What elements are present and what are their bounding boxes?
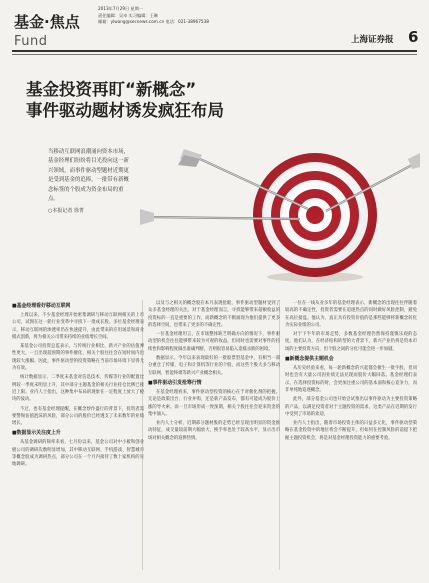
article-paragraph: 上周以来，不少基金经理开始密集调研与移动互联网相关的上市公司，试图在这一轮行业变革中寻找下一批成长股。多位基金经理表示，移动互联网的渗透率仍在快速提升，由此带来的应用场景和商业模式创新，将为相关公司带来持续的业绩增长空间。 [12, 313, 144, 340]
article-paragraph: 从历史经验来看，每一轮新概念的兴起都会催生一批牛股，但同时也会有大量公司因业绩无法兑现而股价大幅回落。基金经理们表示，在选择投资标的时，会更加注重公司的基本面和核心竞争力，而非单纯地追逐概念。 [285, 366, 417, 393]
article-paragraph: 以及与之相关的概念股在本月表现抢眼，事件驱动型题材受到了众多基金经理的关注。对于基金经理而言，寻找能够带来超额收益的投资标的一直是重要的工作，而新概念的不断涌现为他们提供了更多的选择空间，也带来了更多的不确定性。 [148, 301, 280, 328]
header-rule-thick [12, 50, 417, 52]
section-title [14, 11, 80, 32]
article-paragraph: 某基金公司投资总监表示，与传统行业相比，新兴产业的估值弹性更大，一旦出现超预期的事件催化，相关个股往往会在短时间内出现较大涨幅。因此，事件驱动型的投资策略在当前市场环境下显得尤为有效。 [12, 344, 144, 372]
target-icon [253, 153, 377, 282]
article-paragraph: 不过，也有基金经理提醒，在概念炒作盛行的背景下，投资者需要警惕估值泡沫的风险，部分公司的股价已经透支了未来数年的业绩增长。 [12, 406, 144, 427]
article-paragraph: 业内人士指出，随着市场投资主体的日益多元化，事件驱动型策略在基金投资中的地位将会不断提升，但如何在控制风险的前提下把握主题投资机会，将是对基金经理投资能力的重要考验。 [285, 421, 417, 441]
article-paragraph: 对于下半年的市场走势，多数基金经理仍然保持谨慎乐观的态度。他们认为，在经济结构转型的大背景下，新兴产业仍将是资本市场的主要投资方向，但个股之间的分化可能会进一步加剧。 [285, 332, 417, 352]
issue-editors: 责任编辑：吴卓 实习编辑：王琳 [98, 12, 158, 18]
section-title-text: 基金·焦点 [14, 13, 80, 31]
lead-paragraph [48, 148, 132, 258]
article-column-2 [148, 300, 280, 575]
paper-name: 上海证券报 [351, 35, 394, 45]
section-category: Fund [14, 34, 48, 49]
article-paragraph: 从基金调研的频率来看，七月份以来，基金公司对中小板和创业板公司的调研次数明显增加，其中移动互联网、手机游戏、智慧城市等概念股成为调研热点，部分公司在一个月内接待了数十家机构的实地调研。 [12, 440, 144, 468]
article-paragraph: 统计数据显示，二季度末基金对信息技术、传媒等行业的配置比例较一季度末明显上升，其中部分主题基金的相关行业持仓比例已接近上限。业内人士指出，这种集中布局的现象在一定程度上放大了板块的波动。 [12, 375, 144, 403]
article-column-1 [12, 300, 144, 575]
issue-date: 2013年7月29日 星期一 [98, 6, 144, 11]
headline-line-1: 基金投资再盯“新概念” [26, 80, 197, 99]
article-paragraph: 数据显示，今年以来表现最好的一批股票型基金中，有相当一部分重仓了传媒、电子和计算机等行业的个股，而这些个股大多与移动互联网、智能终端等新兴产业概念相关。 [148, 356, 280, 376]
byline: ○本报记者 徐菁 [48, 208, 84, 215]
article-paragraph: 此外，部分基金公司也开始尝试推出以事件驱动为主要投资策略的产品，以满足投资者对于主题投资的需求，这类产品在近期的发行中受到了市场的欢迎。 [285, 397, 417, 417]
article-paragraph: 业内人士分析，近期部分题材股的走势已经呈现出明显的资金推动特征，成交量较前期大幅放大，换手率也处于较高水平，显示出市场对相关概念的追捧热情。 [148, 421, 280, 441]
header-rule-thin [12, 54, 417, 55]
article-subheading: ■事件驱动引发抢筹行情 [148, 379, 202, 386]
article-subheading: ■数据显示关注度上升 [12, 430, 61, 437]
article-subheading: ■新概念提供主题机会 [285, 356, 334, 363]
target-illustration [140, 137, 420, 285]
issue-meta [98, 6, 209, 26]
headline-line-2: 事件驱动题材诱发疯狂布局 [26, 101, 224, 120]
article-paragraph: 在基金经理看来，事件驱动型投资的核心在于对催化剂的把握。无论是政策出台、行业并购，还是新产品发布，都有可能成为股价上涨的导火索。而一旦市场形成一致预期，相关个股往往会迎来资金的集中涌入。 [148, 389, 280, 417]
lead-text: 当移动互联网浪潮涌向资本市场，基金经理们纷纷将目光投向这一新兴领域，而事件驱动型题材近期更是受到基金的追捧，一批带有新概念标签的个股成为资金布局的重点。 [48, 149, 129, 203]
article-column-3 [285, 300, 417, 575]
page-number: 6 [408, 28, 419, 46]
issue-contact: 邮箱：ylwang@secnews.com.cn 电话：021-38967538 [98, 19, 209, 25]
page-header [0, 0, 429, 52]
article-subheading: ■基金经理看好移动互联网 [12, 303, 71, 309]
article-paragraph: 一位基金经理坦言，在市场整体缺乏明确方向的情况下，事件驱动型的机会往往能够带来较为可观的收益，但同时也需要对事件的持续性和影响程度做出准确判断，否则很容易陷入追涨杀跌的困境。 [148, 332, 280, 352]
article-paragraph: 一位在一线从业多年的基金经理表示，新概念的出现往往伴随着较高的不确定性，投资者需要在追逐热点的同时做好风险控制，避免在高位接盘。他认为，真正具有投资价值的是那些能够将新概念转化为实际业绩的公司。 [285, 301, 417, 328]
